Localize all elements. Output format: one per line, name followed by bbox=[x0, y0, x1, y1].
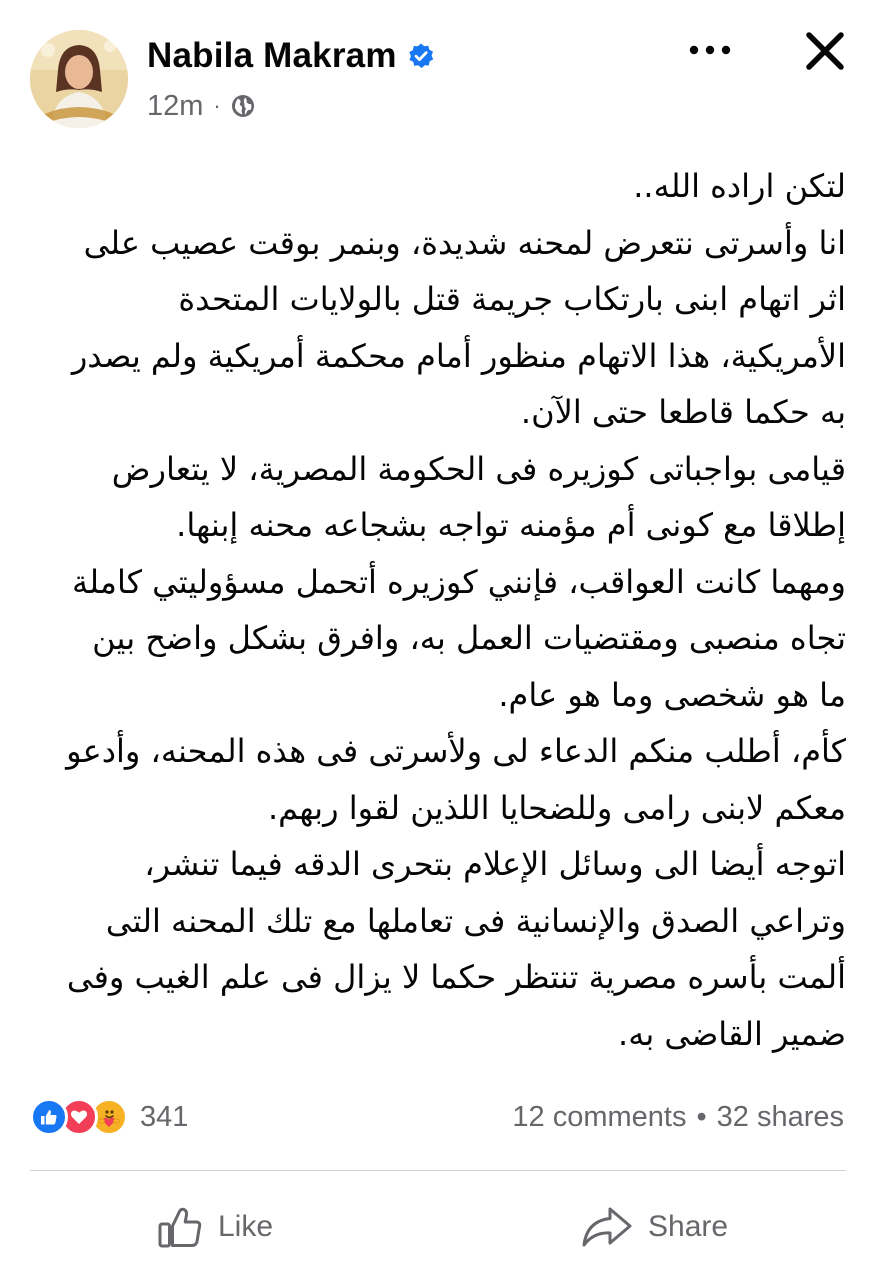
more-options-icon[interactable] bbox=[686, 36, 734, 64]
post-text-line: ضمير القاضى به. bbox=[618, 1014, 846, 1053]
post-text-line: الأمريكية، هذا الاتهام منظور أمام محكمة أمريكية ولم يصدر bbox=[71, 336, 846, 375]
post-text-line: ألمت بأسره مصرية تنتظر حكما لا يزال فى علم الغيب وفى bbox=[66, 958, 846, 996]
post-text bbox=[30, 158, 846, 1070]
author-name[interactable]: Nabila Makram bbox=[147, 36, 397, 75]
post-text-line: وتراعي الصدق والإنسانية فى تعاملها مع تلك المحنه التى bbox=[105, 901, 846, 940]
post-text-line: اتوجه أيضا الى وسائل الإعلام بتحرى الدقه فيما تنشر، bbox=[144, 845, 846, 883]
engagement-stats bbox=[512, 1096, 844, 1138]
shares-count[interactable]: 32 shares bbox=[716, 1100, 844, 1133]
close-icon[interactable] bbox=[804, 30, 846, 72]
share-button[interactable] bbox=[580, 1196, 728, 1258]
author-row bbox=[147, 34, 435, 78]
post-text-line: قيامى بواجباتى كوزيره فى الحكومة المصرية، لا يتعارض bbox=[111, 449, 846, 488]
post-text-line: إطلاقا مع كونى أم مؤمنه تواجه بشجاعه محنه إبنها. bbox=[176, 506, 846, 544]
avatar-photo bbox=[30, 30, 128, 128]
thumbs-up-icon bbox=[156, 1203, 204, 1251]
like-button[interactable] bbox=[156, 1196, 273, 1258]
post-text-line: تجاه منصبى ومقتضيات العمل به، وافرق بشكل واضح بين bbox=[92, 619, 846, 657]
stats-separator: • bbox=[696, 1100, 707, 1133]
comments-count[interactable]: 12 comments bbox=[512, 1100, 687, 1133]
author-avatar[interactable] bbox=[30, 30, 128, 128]
divider bbox=[30, 1170, 846, 1171]
post-meta bbox=[147, 86, 255, 126]
post-text-line: انا وأسرتى نتعرض لمحنه شديدة، وبنمر بوقت عصيب على bbox=[83, 223, 846, 262]
like-reaction-icon bbox=[30, 1098, 68, 1136]
verified-badge-icon bbox=[407, 42, 435, 70]
share-label: Share bbox=[648, 1210, 729, 1243]
post-text-line: معكم لابنى رامى وللضحايا اللذين لقوا ربهم. bbox=[267, 788, 846, 827]
post-text-line: كأم، أطلب منكم الدعاء لى ولأسرتى فى هذه المحنه، وأدعو bbox=[66, 732, 846, 770]
post-text-line: ما هو شخصى وما هو عام. bbox=[498, 675, 846, 714]
post-timestamp[interactable]: 12m bbox=[147, 89, 204, 122]
like-label: Like bbox=[218, 1210, 274, 1243]
meta-separator: · bbox=[213, 93, 221, 118]
reaction-count: 341 bbox=[140, 1100, 189, 1133]
post-text-line: ومهما كانت العواقب، فإنني كوزيره أتحمل مسؤوليتي كاملة bbox=[72, 562, 846, 601]
post-text-line: اثر اتهام ابنى بارتكاب جريمة قتل بالولايات المتحدة bbox=[178, 280, 846, 318]
post-text-line: لتكن اراده الله.. bbox=[633, 167, 846, 205]
post-text-line: به حكما قاطعا حتى الآن. bbox=[520, 393, 846, 431]
globe-icon bbox=[231, 94, 255, 118]
reactions-summary[interactable] bbox=[30, 1096, 188, 1138]
share-arrow-icon bbox=[580, 1203, 634, 1251]
